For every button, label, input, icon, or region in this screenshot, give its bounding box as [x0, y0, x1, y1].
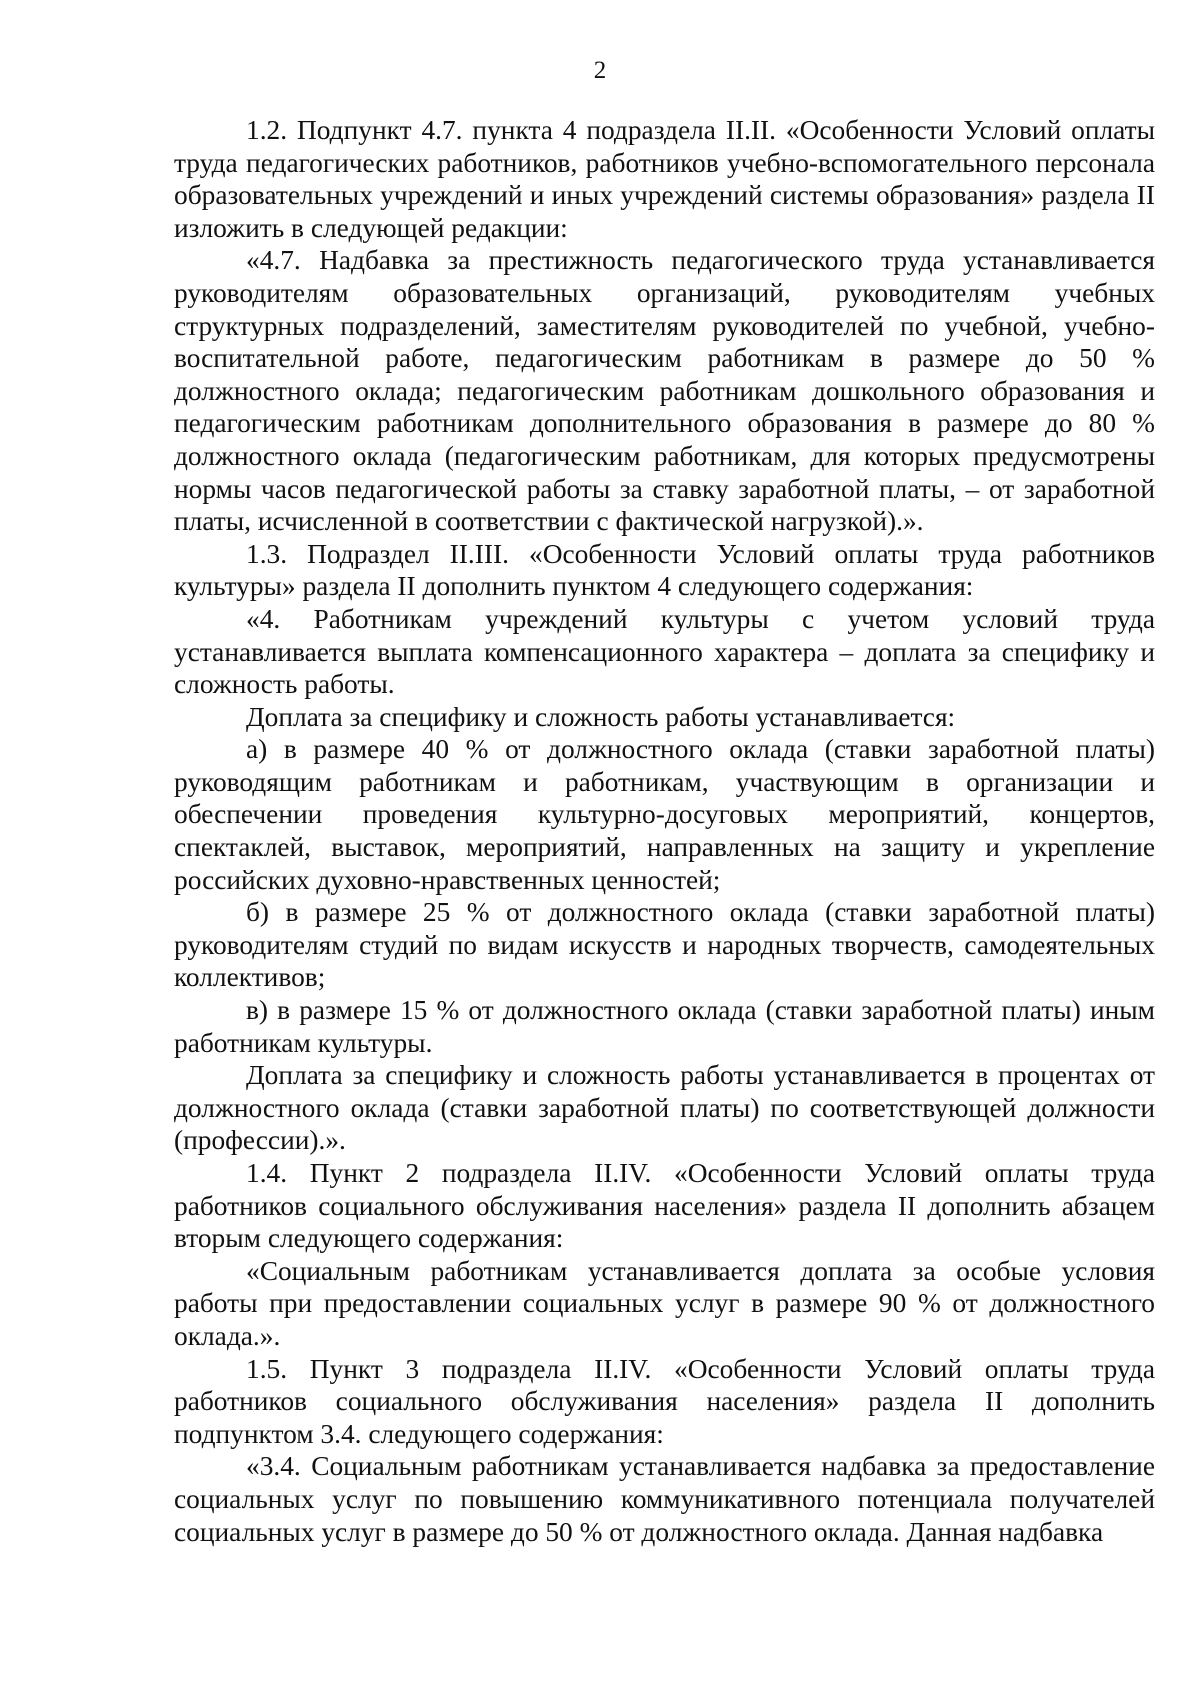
- paragraph-4-7-quote: «4.7. Надбавка за престижность педагогического труда устанавливается руководителям образовательных организаций, руководителям учебных структурных подразделений, заместителям руководителей по учебной, учебно-воспитательной работе, педагогическим работникам в размере до 50 % должностного оклада; педагогическим работникам дошкольного образования и педагогическим работникам дополнительного образования в размере до 80 % должностного оклада (педагогическим работникам, для которых предусмотрены нормы часов педагогической работы за ставку заработной платы, – от заработной платы, исчисленной в соответствии с фактической нагрузкой).».: [174, 245, 1155, 537]
- paragraph-social-quote: «Социальным работникам устанавливается доплата за особые условия работы при предоставлении социальных услуг в размере 90 % от должностного оклада.».: [174, 1255, 1155, 1351]
- paragraph-1-2: 1.2. Подпункт 4.7. пункта 4 подраздела II.II. «Особенности Условий оплаты труда педагогических работников, работников учебно-вспомогательного персонала образовательных учреждений и иных учреждений системы образования» раздела II изложить в следующей редакции:: [174, 115, 1155, 243]
- paragraph-3-4-quote: «3.4. Социальным работникам устанавливается надбавка за предоставление социальных услуг по повышению коммуникативного потенциала получателей социальных услуг в размере до 50 % от должностного оклада. Данная надбавка: [174, 1451, 1155, 1547]
- paragraph-item-v: в) в размере 15 % от должностного оклада (ставки заработной платы) иным работникам культуры.: [174, 995, 1155, 1058]
- paragraph-item-b: б) в размере 25 % от должностного оклада (ставки заработной платы) руководителям студий по видам искусств и народных творчеств, самодеятельных коллективов;: [174, 897, 1155, 993]
- paragraph-1-5: 1.5. Пункт 3 подраздела II.IV. «Особенности Условий оплаты труда работников социального обслуживания населения» раздела II дополнить подпунктом 3.4. следующего содержания:: [174, 1353, 1155, 1449]
- paragraph-4-quote: «4. Работникам учреждений культуры с учетом условий труда устанавливается выплата компенсационного характера – доплата за специфику и сложность работы.: [174, 603, 1155, 700]
- paragraph-1-3: 1.3. Подраздел II.III. «Особенности Условий оплаты труда работников культуры» раздела II дополнить пунктом 4 следующего содержания:: [174, 538, 1155, 602]
- document-body: [174, 114, 1155, 1548]
- paragraph-1-4: 1.4. Пункт 2 подраздела II.IV. «Особенности Условий оплаты труда работников социального обслуживания населения» раздела II дополнить абзацем вторым следующего содержания:: [174, 1158, 1155, 1254]
- page-number: 2: [593, 57, 607, 84]
- paragraph-doplata-intro: Доплата за специфику и сложность работы устанавливается:: [246, 701, 956, 732]
- paragraph-item-a: а) в размере 40 % от должностного оклада (ставки заработной платы) руководящим работникам и работникам, участвующим в организации и обеспечении проведения культурно-досуговых мероприятий, концертов, спектаклей, выставок, мероприятий, направленных на защиту и укрепление российских духовно-нравственных ценностей;: [174, 734, 1155, 895]
- paragraph-doplata-percent: Доплата за специфику и сложность работы устанавливается в процентах от должностного оклада (ставки заработной платы) по соответствующей должности (профессии).».: [174, 1060, 1155, 1156]
